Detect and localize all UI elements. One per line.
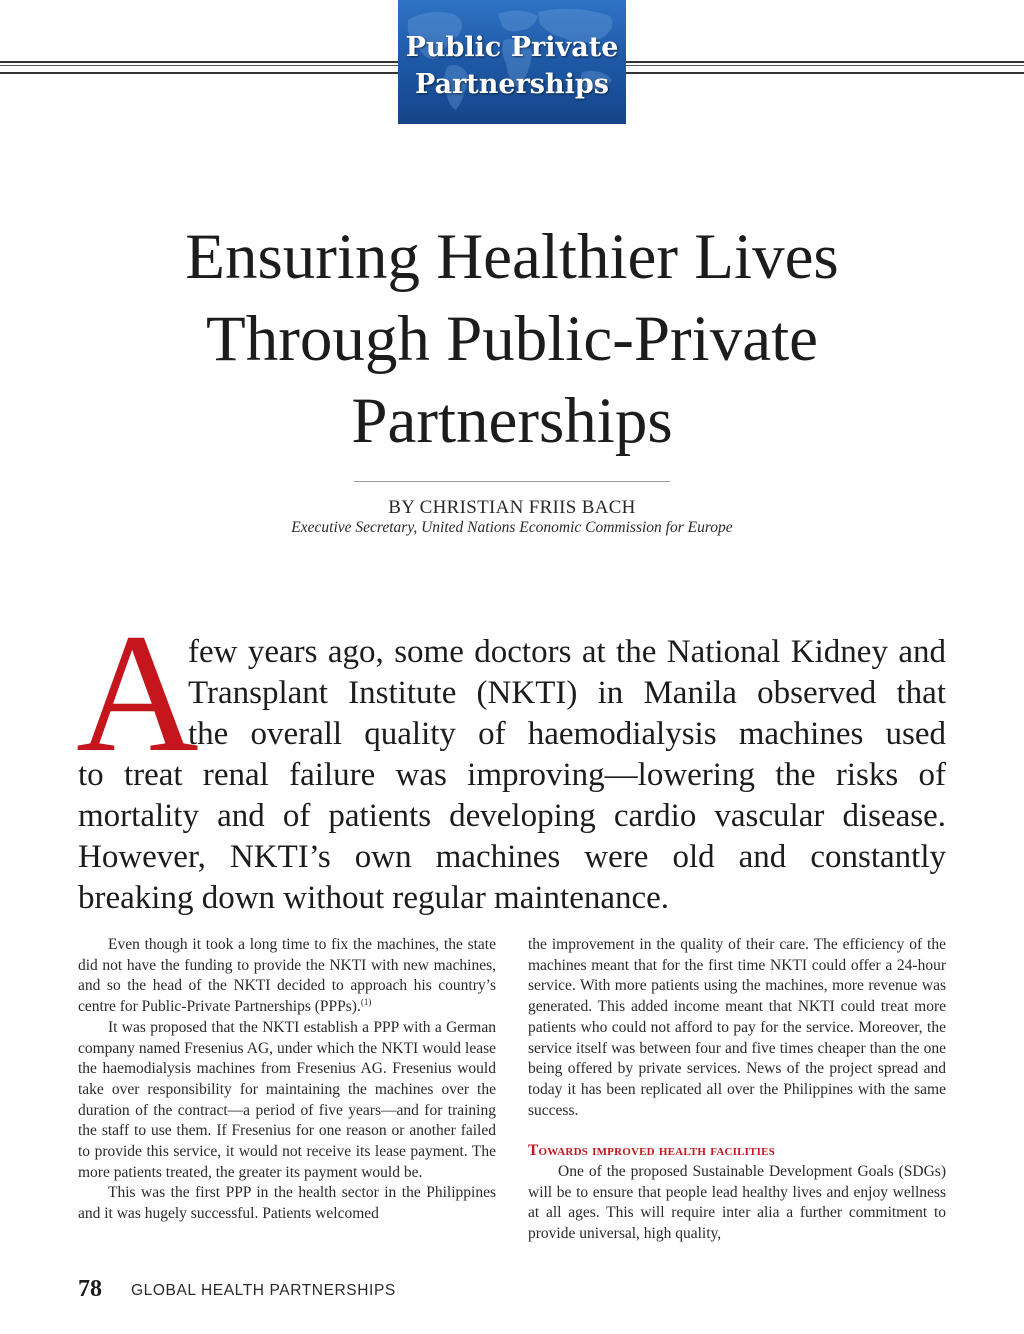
lead-line-7: breaking down without regular maintenance. <box>78 880 670 916</box>
left-paragraph-1: Even though it took a long time to fix the machines, the state did not have the funding to provide the NKTI with new machines, and so the head of the NKTI decided to approach his country’s centre for Public-Private Partnerships (PPPs).$^{(1)}$ <box>78 936 496 1016</box>
page-number: 78 <box>78 1276 102 1302</box>
section-subheading: Towards improved health facilities <box>528 1142 775 1160</box>
lead-line-4: to treat renal failure was improving—lowering the risks of <box>78 757 946 793</box>
byline: BY CHRISTIAN FRIIS BACH <box>388 497 636 518</box>
lead-line-5: mortality and of patients developing cardio vascular disease. <box>78 798 946 834</box>
lead-line-6: However, NKTI’s own machines were old and constantly <box>78 839 946 875</box>
header-rule-right <box>626 61 1024 74</box>
lead-line-1: few years ago, some doctors at the National Kidney and <box>188 634 946 670</box>
title-line-1: Ensuring Healthier Lives <box>185 221 839 293</box>
lead-line-3: the overall quality of haemodialysis machines used <box>188 716 946 752</box>
title-line-2: Through Public-Private <box>206 303 818 375</box>
article-title <box>62 216 962 462</box>
running-head: GLOBAL HEALTH PARTNERSHIPS <box>131 1282 396 1299</box>
title-line-3: Partnerships <box>351 385 673 457</box>
lead-line-2: Transplant Institute (NKTI) in Manila observed that <box>188 675 946 711</box>
body-column-right <box>528 935 946 1245</box>
right-paragraph-1: the improvement in the quality of their care. The efficiency of the machines meant that for the first time NKTI could offer a 24-hour service. With more patients using the machines, more revenue was generated. This added income meant that NKTI could treat more patients who could not afford to pay for the service. Moreover, the service itself was between four and five times cheaper than the one being offered by private services. News of the project spread and today it has been replicated all over the Philippines with the same success. <box>528 936 946 1119</box>
section-tag <box>398 0 626 124</box>
footnote-marker: (1) <box>360 996 372 1007</box>
author-role: Executive Secretary, United Nations Economic Commission for Europe <box>291 519 733 536</box>
header-rule-left <box>0 61 398 74</box>
left-paragraph-2: It was proposed that the NKTI establish a PPP with a German company named Fresenius AG, under which the NKTI would lease the haemodialysis machines from Fresenius AG. Fresenius would take over responsibility for maintaining the machines over the duration of the contract—a period of five years—and for training the staff to use them. If Fresenius for one reason or another failed to provide this service, it would not receive its lease payment. The more patients treated, the greater its payment would be. <box>78 1018 496 1181</box>
left-paragraph-3: This was the first PPP in the health sector in the Philippines and it was hugely successful. Patients welcomed <box>78 1184 496 1223</box>
right-paragraph-2: One of the proposed Sustainable Development Goals (SDGs) will be to ensure that people lead healthy lives and enjoy wellness at all ages. This will require inter alia a further commitment to provide universal, high quality, <box>528 1163 946 1243</box>
body-column-left <box>78 935 496 1225</box>
title-divider <box>354 481 670 482</box>
drop-cap: A <box>76 599 199 787</box>
section-tag-line2: Partnerships <box>415 69 609 100</box>
section-tag-line1: Public Private <box>405 32 619 63</box>
